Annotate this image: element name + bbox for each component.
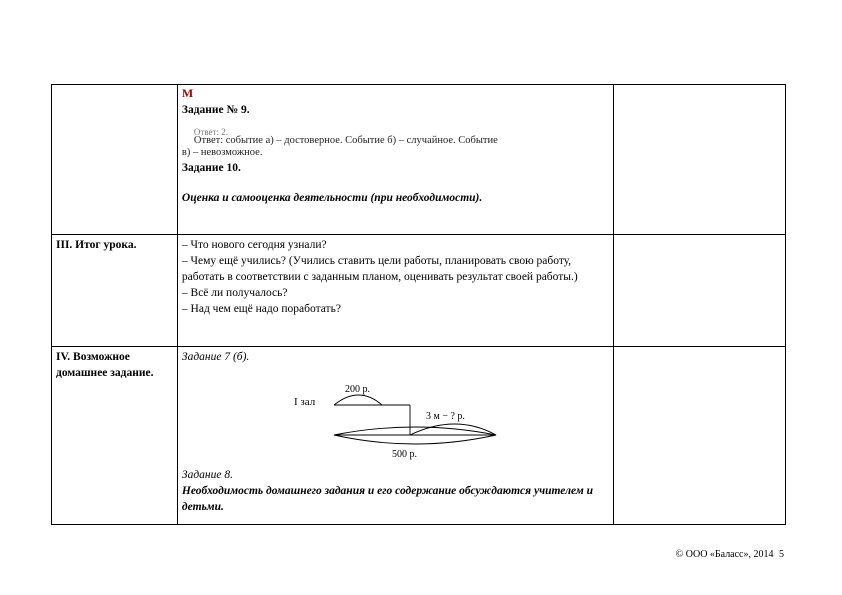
lesson-plan-table: [51, 84, 786, 525]
dialog-line: – Чему ещё учились? (Учились ставить цели работы, планировать свою работу, работать в соответствии с заданным планом, оценивать результат своей работы.): [181, 255, 578, 283]
hall-label: I зал: [293, 396, 316, 408]
task-8-title: Задание 8.: [181, 469, 233, 481]
stage-label-homework: IV. Возможное домашнее задание.: [52, 347, 178, 525]
content-cell: [177, 85, 613, 235]
summary-dialog: [177, 235, 613, 347]
notes-cell: [614, 85, 786, 235]
stage-cell: [52, 85, 178, 235]
notes-cell: [614, 235, 786, 347]
dialog-line: – Над чем ещё надо поработать?: [181, 303, 341, 315]
copyright-text: © ООО «Баласс», 2014: [675, 549, 774, 560]
bottom-label: 500 р.: [391, 449, 417, 460]
top-arc: [334, 395, 382, 405]
notes-cell: [614, 347, 786, 525]
task-9-answer-line2: в) – невозможное.: [181, 147, 263, 158]
task-9-answer: [181, 128, 609, 159]
assessment-note: Оценка и самооценка деятельности (при необходимости).: [181, 192, 483, 204]
right-arc: [410, 424, 496, 435]
task-10-title: Задание 10.: [181, 162, 241, 174]
table-row: [52, 235, 786, 347]
task-7-title: Задание 7 (б).: [181, 351, 250, 363]
right-arc-label: 3 м − ? р.: [425, 411, 465, 422]
task-9-cut-line: Ответ: 2.: [193, 128, 228, 135]
stage-label-summary: III. Итог урока.: [52, 235, 178, 347]
section-marker: М: [181, 86, 194, 100]
table-row: [52, 347, 786, 525]
table-row: [52, 85, 786, 235]
dialog-line: – Всё ли получалось?: [181, 287, 288, 299]
task-9-answer-line1: Ответ: событие а) – достоверное. Событие б) – случайное. Событие: [193, 135, 498, 146]
diagram-svg: [182, 367, 608, 467]
task-9-title: Задание № 9.: [181, 104, 250, 116]
page-number: 5: [779, 549, 784, 560]
homework-cell: [177, 347, 613, 525]
top-arc-label: 200 р.: [344, 384, 370, 395]
dialog-line: – Что нового сегодня узнали?: [181, 239, 327, 251]
page-footer: [676, 549, 784, 560]
task-8-text: Необходимость домашнего задания и его содержание обсуждаются учителем и детьми.: [181, 485, 593, 513]
segment-diagram: [182, 367, 608, 467]
